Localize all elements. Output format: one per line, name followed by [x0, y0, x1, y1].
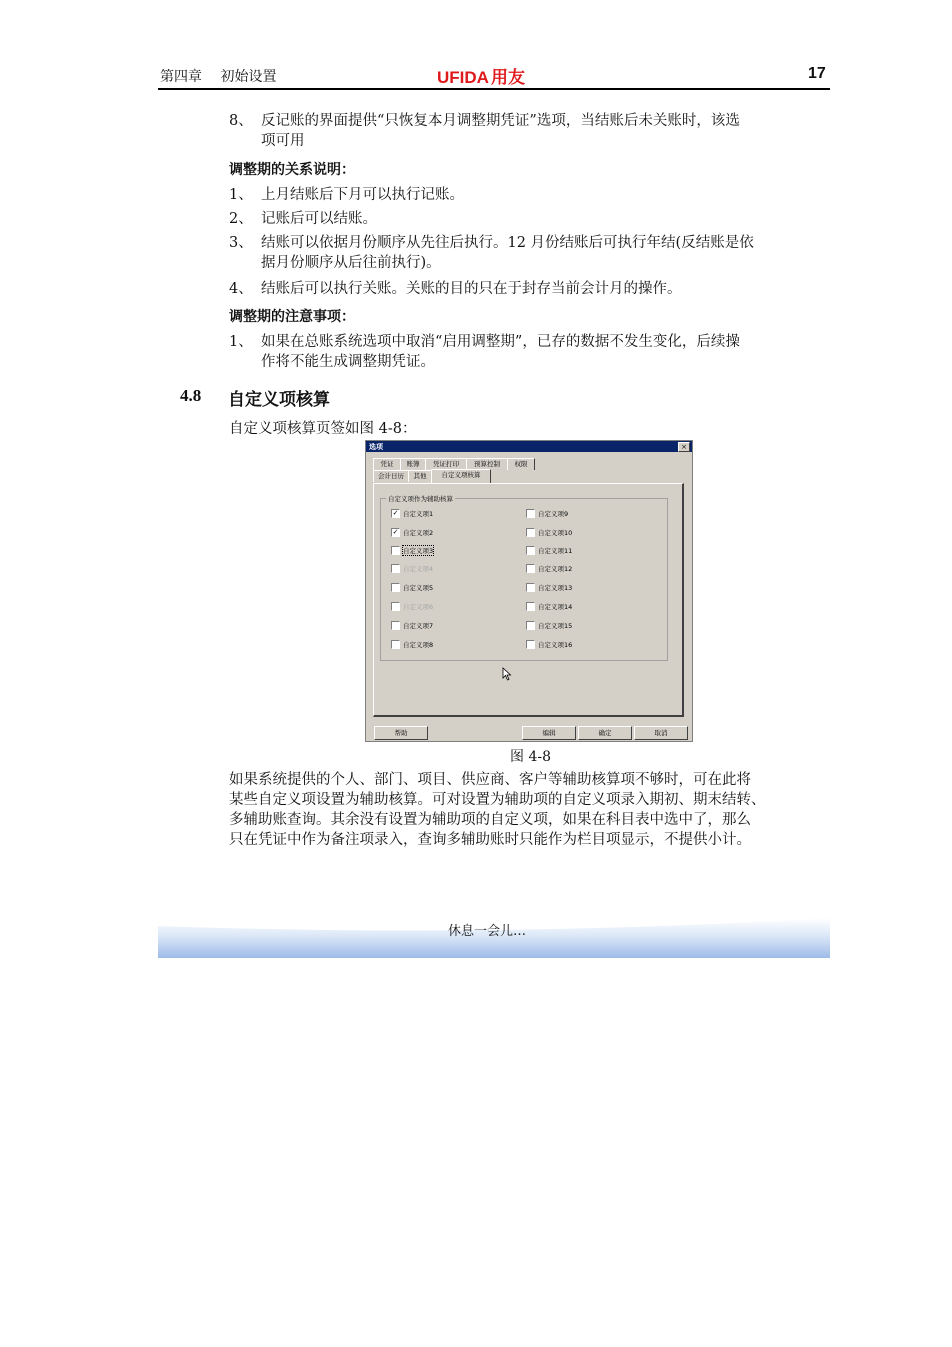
checkbox-box	[391, 583, 400, 592]
checkbox-label: 自定义项13	[538, 584, 573, 592]
page-number: 17	[808, 65, 826, 82]
checkbox-box	[526, 583, 535, 592]
tab-voucher[interactable]: 凭证	[373, 458, 401, 470]
item-number: 1、	[229, 334, 253, 350]
custom-item-group	[380, 498, 668, 661]
checkbox-box	[526, 621, 535, 630]
checkbox-box	[391, 621, 400, 630]
checkbox-label: 自定义项15	[538, 622, 573, 630]
item-number: 2、	[229, 211, 253, 227]
tab-row-bottom	[373, 470, 593, 482]
logo-cn: 用友	[490, 68, 525, 87]
options-dialog	[365, 440, 693, 742]
item-number: 3、	[229, 235, 253, 251]
chapter-title: 初始设置	[220, 69, 277, 85]
chapter-header	[160, 66, 290, 86]
item-text: 结账后可以执行关账。关账的目的只在于封存当前会计月的操作。	[261, 281, 682, 297]
chapter-number: 第四章	[160, 69, 202, 85]
checkbox-label: 自定义项7	[403, 622, 434, 630]
checkbox-label: 自定义项14	[538, 603, 573, 611]
list-item	[229, 210, 839, 230]
checkbox-label: 自定义项11	[538, 547, 573, 555]
list-item	[229, 186, 839, 206]
paragraph-line: 多辅助账查询。其余没有设置为辅助项的自定义项，如果在科目表中选中了，那么	[229, 812, 751, 828]
figure-caption: 图 4-8	[510, 749, 551, 765]
edit-button[interactable]: 编辑	[522, 726, 576, 740]
tab-budget-control[interactable]: 预算控制	[466, 458, 508, 470]
paragraph-line: 只在凭证中作为备注项录入，查询多辅助账时只能作为栏目项显示，不提供小计。	[229, 832, 751, 848]
paragraph-line: 如果系统提供的个人、部门、项目、供应商、客户等辅助核算项不够时，可在此将	[229, 772, 751, 788]
item-text-cont: 据月份顺序从后往前执行)。	[261, 255, 441, 271]
checkbox-label: 自定义项1	[403, 510, 434, 518]
item-text-cont: 项可用	[261, 133, 305, 149]
list-item	[229, 112, 839, 152]
checkbox-box	[391, 640, 400, 649]
item-text: 如果在总账系统选项中取消“启用调整期”，已存的数据不发生变化，后续操	[261, 334, 740, 350]
checkbox-label: 自定义项12	[538, 565, 573, 573]
checkbox-label: 自定义项2	[403, 529, 434, 537]
intro-text: 自定义项核算页签如图 4-8：	[229, 421, 417, 437]
section-title: 自定义项核算	[228, 390, 330, 410]
item-text: 上月结账后下月可以执行记账。	[261, 187, 464, 203]
header-rule	[158, 88, 830, 90]
tab-custom-item-accounting[interactable]: 自定义项核算	[431, 469, 491, 483]
dialog-titlebar	[366, 441, 692, 452]
tab-accounting-calendar[interactable]: 会计日历	[373, 470, 409, 482]
footer-text: 休息一会儿…	[448, 924, 527, 939]
checkbox-box	[391, 602, 400, 611]
list-item	[229, 333, 839, 373]
checkbox-box	[526, 602, 535, 611]
tab-permissions[interactable]: 权限	[507, 458, 535, 470]
checkbox-box: ✓	[392, 528, 399, 536]
checkbox-box	[526, 640, 535, 649]
item-number: 4、	[229, 281, 253, 297]
tab-voucher-print[interactable]: 凭证打印	[425, 458, 467, 470]
tab-books[interactable]: 账簿	[400, 458, 426, 470]
checkbox-box	[391, 564, 400, 573]
checkbox-box	[526, 528, 535, 537]
item-text: 记账后可以结账。	[261, 211, 377, 227]
item-text: 反记账的界面提供“只恢复本月调整期凭证”选项，当结账后未关账时，该选	[261, 113, 740, 129]
paragraph-line: 某些自定义项设置为辅助核算。可对设置为辅助项的自定义项录入期初、期末结转、	[229, 792, 766, 808]
cancel-button[interactable]: 取消	[634, 726, 688, 740]
logo-en: UFIDA	[437, 68, 489, 87]
checkbox-label: 自定义项4	[403, 565, 434, 573]
checkbox-label: 自定义项6	[403, 603, 434, 611]
dialog-title: 选项	[369, 443, 383, 451]
checkbox-box	[391, 546, 400, 555]
checkbox-box: ✓	[392, 509, 399, 517]
item-number: 8、	[229, 113, 253, 129]
checkbox-label: 自定义项16	[538, 641, 573, 649]
list-item	[229, 280, 839, 300]
checkbox-label: 自定义项3	[403, 547, 434, 555]
item-text: 结账可以依据月份顺序从先往后执行。12 月份结账后可执行年结(反结账是依	[261, 235, 754, 251]
checkbox-label: 自定义项9	[538, 510, 569, 518]
mouse-cursor-icon	[502, 667, 512, 681]
item-number: 1、	[229, 187, 253, 203]
notice-heading: 调整期的注意事项：	[229, 309, 355, 325]
checkbox-box	[526, 546, 535, 555]
item-text-cont: 作将不能生成调整期凭证。	[261, 354, 435, 370]
checkbox-label: 自定义项8	[403, 641, 434, 649]
tab-other[interactable]: 其他	[408, 470, 432, 482]
list-item	[229, 234, 839, 274]
checkbox-box	[526, 509, 535, 518]
ok-button[interactable]: 确定	[578, 726, 632, 740]
checkbox-label: 自定义项5	[403, 584, 434, 592]
relation-heading: 调整期的关系说明：	[229, 162, 355, 178]
section-number: 4.8	[180, 386, 202, 405]
help-button[interactable]: 帮助	[374, 726, 428, 740]
ufida-logo	[437, 63, 525, 88]
checkbox-box	[526, 564, 535, 573]
checkbox-label: 自定义项10	[538, 529, 573, 537]
group-label: 自定义项作为辅助核算	[388, 495, 453, 503]
close-icon[interactable]: ×	[678, 442, 690, 452]
